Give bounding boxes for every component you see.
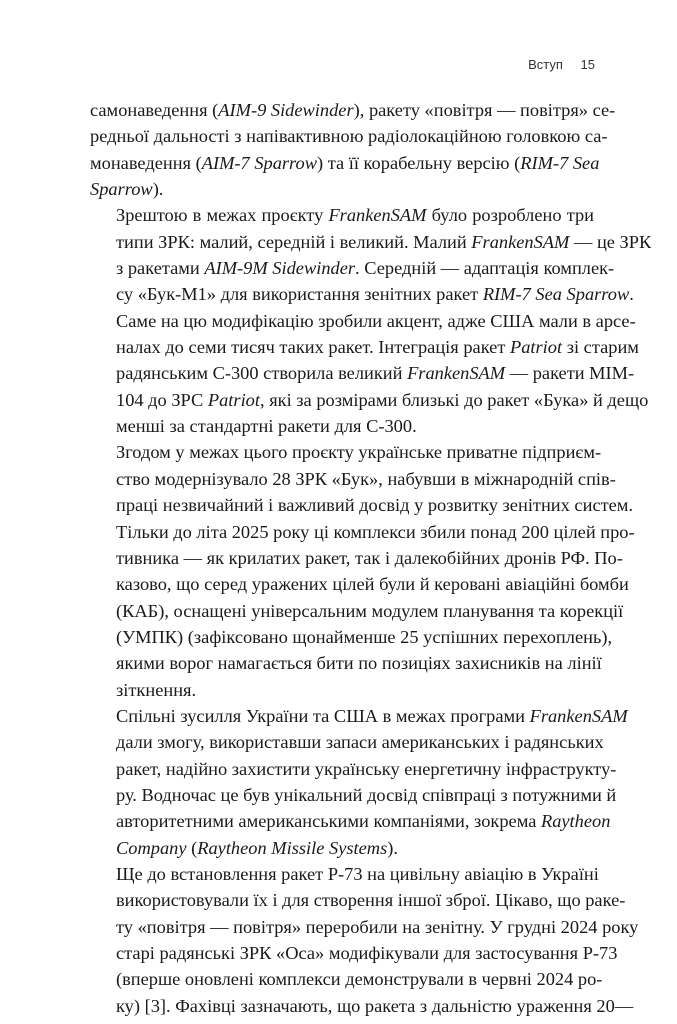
text-line [90, 782, 617, 808]
text-run: су «Бук-М1» для використання зенітних ракет [116, 284, 483, 305]
text-line [90, 387, 649, 413]
text-run: ту «повітря — повітря» переробили на зенітну. У грудні 2024 року [116, 916, 639, 937]
text-line [90, 229, 652, 255]
text-run: ство модернізувало 28 ЗРК «Бук», набувши в міжнародній спів- [116, 468, 616, 489]
text-run: ). [152, 179, 164, 200]
text-line [90, 360, 635, 386]
text-run: старі радянські ЗРК «Оса» модифікували для застосування Р-73 [116, 943, 618, 963]
italic-run: Raytheon [540, 811, 611, 832]
text-run: праці незвичайний і важливий досвід у розвитку зенітних систем. [116, 495, 634, 516]
text-run: Саме на цю модифікацію зробили акцент, адже США мали в арсе- [116, 310, 636, 331]
text-run: зі старим [562, 337, 639, 358]
italic-run: FrankenSAM [529, 705, 628, 726]
text-run: . Середній — адаптація комплек- [355, 258, 615, 279]
text-line [90, 993, 634, 1019]
text-line [90, 519, 635, 545]
text-run: — це ЗРК [569, 231, 652, 252]
text-line [90, 492, 634, 518]
paragraph [90, 861, 639, 1019]
italic-run: AIM-9 Sidewinder [218, 100, 354, 120]
text-run: 104 до ЗРС [116, 389, 208, 410]
text-run: (УМПК) (зафіксовано щонайменше 25 успішних перехоплень), [116, 626, 613, 647]
text-line [90, 439, 602, 465]
italic-run: FrankenSAM [407, 363, 506, 384]
text-run: дали змогу, використавши запаси американських і радянських [116, 732, 604, 753]
body-text [90, 97, 652, 1019]
section-title: Вступ [528, 57, 563, 72]
text-line [90, 150, 600, 176]
text-line [90, 624, 613, 650]
paragraph [90, 703, 628, 861]
text-line [90, 756, 617, 782]
text-line [90, 887, 626, 913]
text-line [90, 97, 616, 123]
text-line [90, 650, 602, 676]
paragraph [90, 97, 616, 202]
text-run: Ще до встановлення ракет Р-73 на цивільну авіацію в Україні [116, 863, 599, 884]
text-run: авторитетними американськими компаніями, зокрема [116, 811, 541, 832]
text-line [90, 598, 624, 624]
text-line [90, 914, 639, 940]
running-header [528, 57, 595, 72]
text-run: Спільні зусилля України та США в межах програми [116, 705, 530, 726]
paragraph [90, 202, 652, 439]
text-run: з ракетами [116, 258, 205, 279]
text-line [90, 281, 634, 307]
italic-run: FrankenSAM [328, 205, 427, 226]
text-run: використовували їх і для створення іншої зброї. Цікаво, що раке- [116, 890, 626, 911]
text-run: , які за розмірами близькі до ракет «Бука» й дещо [260, 389, 649, 410]
text-line [90, 123, 608, 149]
text-run: ) та її корабельну версію ( [317, 152, 521, 173]
text-run: Зрештою в межах проєкту [116, 205, 329, 226]
italic-run: AIM-9M Sidewinder [204, 258, 356, 279]
italic-run: Patriot [509, 337, 563, 358]
italic-run: Raytheon Missile Systems [197, 837, 388, 858]
text-run: якими ворог намагається бити по позиціях захисників на лінії [116, 653, 602, 674]
text-run: ку) [3]. Фахівці зазначають, що ракета з дальністю ураження 20— [116, 995, 634, 1016]
text-line [90, 729, 604, 755]
text-run: казово, що серед уражених цілей були й керовані авіаційні бомби [116, 574, 629, 595]
italic-run: Sparrow [90, 179, 153, 200]
italic-run: Company [116, 837, 187, 858]
text-line [90, 940, 618, 966]
text-run: ру. Водночас це був унікальний досвід співпраці з потужними й [116, 784, 617, 805]
text-run: . [629, 284, 634, 305]
text-line [90, 861, 599, 887]
text-run: монаведення ( [90, 152, 202, 173]
text-line [90, 466, 616, 492]
text-run: ), ракету «повітря — повітря» се- [353, 100, 616, 120]
page-number: 15 [580, 57, 595, 72]
text-line [90, 413, 594, 439]
italic-run: FrankenSAM [471, 231, 570, 252]
text-line [90, 545, 623, 571]
text-run: Тільки до літа 2025 року ці комплекси збили понад 200 цілей про- [116, 521, 635, 542]
text-run: (вперше оновлені комплекси демонстрували в червні 2024 ро- [116, 969, 603, 990]
text-run: менші за стандартні ракети для С-300. [116, 416, 417, 437]
text-run: тивника — як крилатих ракет, так і далекобійних дронів РФ. По- [116, 547, 623, 568]
italic-run: RIM-7 Sea [520, 152, 600, 173]
text-line [90, 677, 594, 703]
text-run: Згодом у межах цього проєкту українське приватне підприєм- [116, 442, 602, 463]
text-run: — ракети MIM- [505, 363, 635, 384]
text-line [90, 835, 594, 861]
text-run: ( [186, 837, 198, 858]
italic-run: RIM-7 Sea Sparrow [482, 284, 630, 305]
italic-run: Patriot [207, 389, 260, 410]
text-line [90, 571, 629, 597]
text-run: ). [387, 837, 398, 858]
text-line [90, 966, 603, 992]
text-line [90, 808, 611, 834]
text-line [90, 202, 594, 228]
text-run: налах до семи тисяч таких ракет. Інтеграція ракет [116, 337, 510, 358]
text-line [90, 703, 628, 729]
paragraph [90, 439, 635, 702]
text-run: самонаведення ( [90, 100, 219, 120]
text-run: зіткнення. [116, 679, 197, 700]
text-line [90, 255, 615, 281]
text-line [90, 176, 594, 202]
text-run: ракет, надійно захистити українську енергетичну інфраструкту- [116, 758, 617, 779]
text-run: редньої дальності з напівактивною радіолокаційною головкою са- [90, 126, 608, 147]
text-run: було розроблено три [426, 205, 594, 226]
text-run: типи ЗРК: малий, середній і великий. Малий [116, 231, 472, 252]
text-run: радянським С-300 створила великий [116, 363, 408, 384]
text-line [90, 334, 639, 360]
text-run: (КАБ), оснащені універсальним модулем планування та корекції [116, 600, 624, 621]
italic-run: AIM-7 Sparrow [201, 152, 317, 173]
text-line [90, 308, 636, 334]
